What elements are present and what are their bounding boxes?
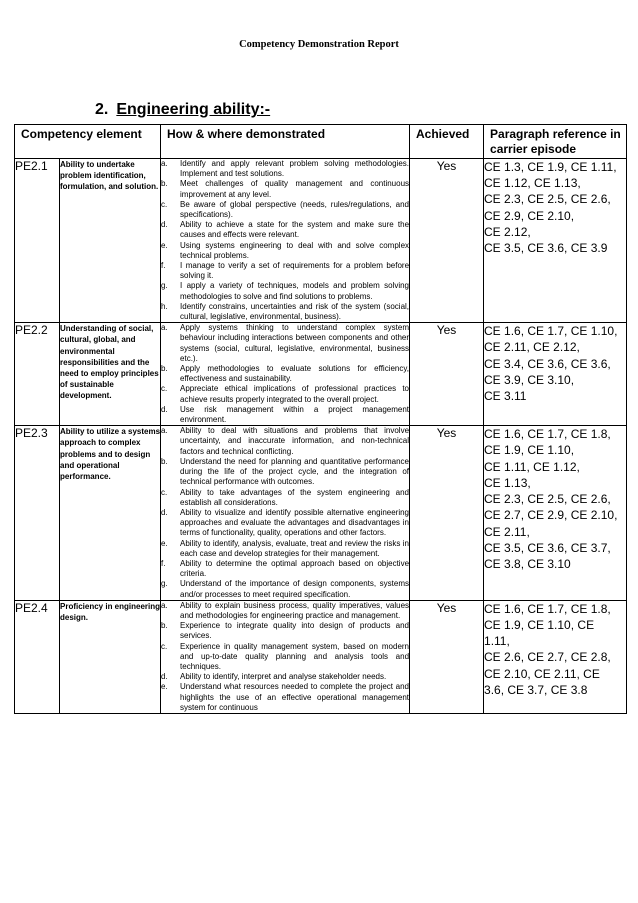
list-item-letter: f. (161, 261, 166, 271)
demonstration-list (161, 323, 409, 425)
list-item-letter: g. (161, 281, 168, 291)
paragraph-reference-line: CE 1.9, CE 1.10, CE (484, 617, 595, 632)
achieved-status: Yes (410, 323, 484, 426)
paragraph-reference-line: CE 3.5, CE 3.6, CE 3.7, (484, 540, 611, 555)
list-item-text: Experience to integrate quality into design of products and services. (180, 621, 410, 641)
list-item (161, 621, 409, 641)
demonstration-list-cell (161, 323, 410, 426)
table-row (15, 159, 627, 323)
list-item-text: Ability to achieve a state for the system and make sure the causes and effects were relevant. (180, 220, 410, 240)
table-row (15, 600, 627, 713)
competency-table (14, 124, 627, 714)
list-item-letter: b. (161, 621, 168, 631)
page-header: Competency Demonstration Report (239, 39, 399, 50)
paragraph-reference (484, 426, 627, 600)
competency-element: Ability to utilize a systems approach to complex problems and to design and operational performance. (60, 426, 161, 600)
paragraph-reference-line: CE 3.4, CE 3.6, CE 3.6, (484, 356, 611, 371)
list-item-text: Apply systems thinking to understand complex system behaviour including interactions between components and other systems (social, cultural, legislative, environmental, business etc.). (180, 323, 410, 363)
demonstration-list-cell (161, 600, 410, 713)
paragraph-reference-line: CE 3.5, CE 3.6, CE 3.9 (484, 241, 608, 256)
header-achieved: Achieved (410, 125, 484, 159)
achieved-status: Yes (410, 426, 484, 600)
demonstration-list-cell (161, 159, 410, 323)
list-item-text: Understand what resources needed to complete the project and highlights the use of an effective operational management system for continuous (180, 682, 410, 712)
list-item (161, 364, 409, 384)
competency-element: Proficiency in engineering design. (60, 600, 161, 713)
demonstration-list (161, 601, 409, 713)
list-item-text: Ability to explain business process, quality imperatives, values and methodologies for engineering practice and management. (180, 600, 410, 620)
list-item-text: Ability to identify, analysis, evaluate, treat and review the risks in each case and develop strategies for their management. (180, 538, 410, 558)
achieved-status: Yes (410, 600, 484, 713)
list-item-text: Ability to take advantages of the system engineering and establish all considerations. (180, 487, 410, 507)
table-body (15, 159, 627, 714)
list-item-letter: b. (161, 179, 168, 189)
list-item-letter: c. (161, 487, 168, 497)
list-item (161, 601, 409, 621)
list-item-letter: e. (161, 538, 168, 548)
list-item (161, 488, 409, 508)
list-item (161, 179, 409, 199)
list-item-letter: a. (161, 323, 168, 333)
list-item-letter: d. (161, 507, 168, 517)
list-item (161, 302, 409, 322)
list-item-text: Identify and apply relevant problem solving methodologies. Implement and test solutions. (180, 159, 410, 179)
demonstration-list (161, 426, 409, 599)
list-item-letter: e. (161, 682, 168, 692)
list-item-letter: c. (161, 199, 168, 209)
list-item-letter: h. (161, 301, 168, 311)
paragraph-reference-line: CE 1.11, CE 1.12, (484, 459, 580, 474)
list-item-letter: b. (161, 456, 168, 466)
list-item-text: Experience in quality management system, based on modern and up-to-date quality planning and analysis tools and techniques. (180, 641, 410, 671)
list-item (161, 241, 409, 261)
header-how-where: How & where demonstrated (161, 125, 410, 159)
list-item (161, 323, 409, 364)
list-item-text: Ability to deal with situations and problems that involve uncertainty, and inaccurate information, and non-technical factors and technical conflicting. (180, 426, 410, 456)
list-item-text: Be aware of global perspective (needs, rules/regulations, and specifications). (180, 199, 410, 220)
section-heading (95, 101, 270, 119)
paragraph-reference-line: CE 2.12, (484, 224, 531, 239)
header-competency-element: Competency element (15, 125, 161, 159)
paragraph-reference (484, 600, 627, 713)
list-item (161, 539, 409, 559)
paragraph-reference-line: CE 1.6, CE 1.7, CE 1.8, (484, 601, 611, 616)
competency-code: PE2.1 (15, 159, 60, 323)
paragraph-reference-line: 3.6, CE 3.7, CE 3.8 (484, 682, 588, 697)
list-item-text: Appreciate ethical implications of professional practices to achieve results properly integrated to the overall project. (180, 384, 410, 404)
table-header-row (15, 125, 627, 159)
achieved-status: Yes (410, 159, 484, 323)
list-item-letter: g. (161, 579, 168, 589)
table-row (15, 323, 627, 426)
list-item (161, 457, 409, 488)
list-item (161, 426, 409, 457)
paragraph-reference-line: 1.11, (484, 634, 510, 649)
list-item-letter: a. (161, 159, 168, 168)
list-item (161, 220, 409, 240)
header-paragraph-reference: Paragraph reference in carrier episode (484, 125, 627, 159)
list-item-letter: f. (161, 558, 166, 568)
competency-code: PE2.3 (15, 426, 60, 600)
list-item (161, 672, 409, 682)
list-item-letter: c. (161, 384, 168, 394)
section-number: 2. (95, 101, 109, 118)
list-item (161, 261, 409, 281)
section-title: Engineering ability:- (116, 101, 271, 118)
paragraph-reference-line: CE 2.9, CE 2.10, (484, 208, 575, 223)
list-item-text: I apply a variety of techniques, models and problem solving methodologies to solve and find solutions to problems. (180, 281, 410, 301)
paragraph-reference-line: CE 2.7, CE 2.9, CE 2.10, (484, 508, 618, 523)
list-item-text: Understand of the importance of design components, systems and/or processes to meet required specification. (180, 579, 410, 599)
list-item-text: Ability to determine the optimal approach based on objective criteria. (180, 558, 410, 579)
list-item (161, 159, 409, 179)
paragraph-reference-line: CE 1.13, (484, 475, 531, 490)
list-item-letter: b. (161, 364, 168, 374)
paragraph-reference-line: CE 2.10, CE 2.11, CE (484, 666, 600, 681)
paragraph-reference-line: CE 2.11, (484, 524, 530, 539)
list-item-text: Identify constrains, uncertainties and risk of the system (social, cultural, legislative, environmental, business). (180, 301, 410, 322)
list-item-text: Understand the need for planning and quantitative performance during the life of the project cycle, and the integration of technical performance with outcomes. (180, 456, 410, 487)
paragraph-reference-line: CE 3.9, CE 3.10, (484, 372, 575, 387)
competency-code: PE2.2 (15, 323, 60, 426)
paragraph-reference-line: CE 1.12, CE 1.13, (484, 176, 581, 191)
list-item-text: Use risk management within a project management environment. (180, 404, 410, 425)
paragraph-reference-line: CE 3.11 (484, 389, 527, 404)
list-item-letter: d. (161, 220, 168, 230)
list-item (161, 405, 409, 425)
competency-element: Understanding of social, cultural, global, and environmental responsibilities and the need to employ principles of sustainable development. (60, 323, 161, 426)
competency-code: PE2.4 (15, 600, 60, 713)
paragraph-reference-line: CE 2.3, CE 2.5, CE 2.6, (484, 492, 611, 507)
paragraph-reference-line: CE 3.8, CE 3.10 (484, 556, 571, 571)
demonstration-list (161, 159, 409, 322)
paragraph-reference-line: CE 1.3, CE 1.9, CE 1.11, (484, 160, 617, 174)
list-item (161, 579, 409, 599)
demonstration-list-cell (161, 426, 410, 600)
list-item (161, 508, 409, 539)
list-item-letter: d. (161, 404, 168, 414)
list-item (161, 642, 409, 673)
list-item-letter: e. (161, 240, 168, 250)
list-item-letter: a. (161, 426, 168, 436)
list-item-letter: c. (161, 641, 168, 651)
paragraph-reference-line: CE 1.9, CE 1.10, (484, 443, 575, 458)
list-item-text: Ability to visualize and identify possible alternative engineering approaches and evaluate the advantages and disadvantages in terms of functionality, quality, operations and other factors. (180, 507, 410, 538)
list-item-text: I manage to verify a set of requirements for a problem before solving it. (180, 261, 410, 281)
paragraph-reference-line: CE 2.6, CE 2.7, CE 2.8, (484, 650, 611, 665)
competency-element: Ability to undertake problem identification, formulation, and solution. (60, 159, 161, 323)
list-item (161, 200, 409, 220)
table-row (15, 426, 627, 600)
list-item (161, 559, 409, 579)
list-item-text: Ability to identify, interpret and analyse stakeholder needs. (180, 672, 387, 682)
list-item (161, 682, 409, 713)
paragraph-reference-line: CE 2.3, CE 2.5, CE 2.6, (484, 192, 611, 207)
list-item-text: Apply methodologies to evaluate solutions for efficiency, effectiveness and sustainability. (180, 364, 410, 384)
list-item (161, 281, 409, 301)
list-item-letter: a. (161, 600, 168, 610)
list-item (161, 384, 409, 404)
list-item-text: Meet challenges of quality management and continuous improvement at any level. (180, 179, 410, 199)
list-item-letter: d. (161, 672, 168, 682)
paragraph-reference-line: CE 2.11, CE 2.12, (484, 340, 580, 355)
paragraph-reference (484, 159, 627, 323)
paragraph-reference-line: CE 1.6, CE 1.7, CE 1.8, (484, 427, 611, 442)
paragraph-reference (484, 323, 627, 426)
paragraph-reference-line: CE 1.6, CE 1.7, CE 1.10, (484, 324, 618, 339)
list-item-text: Using systems engineering to deal with and solve complex technical problems. (180, 240, 410, 260)
